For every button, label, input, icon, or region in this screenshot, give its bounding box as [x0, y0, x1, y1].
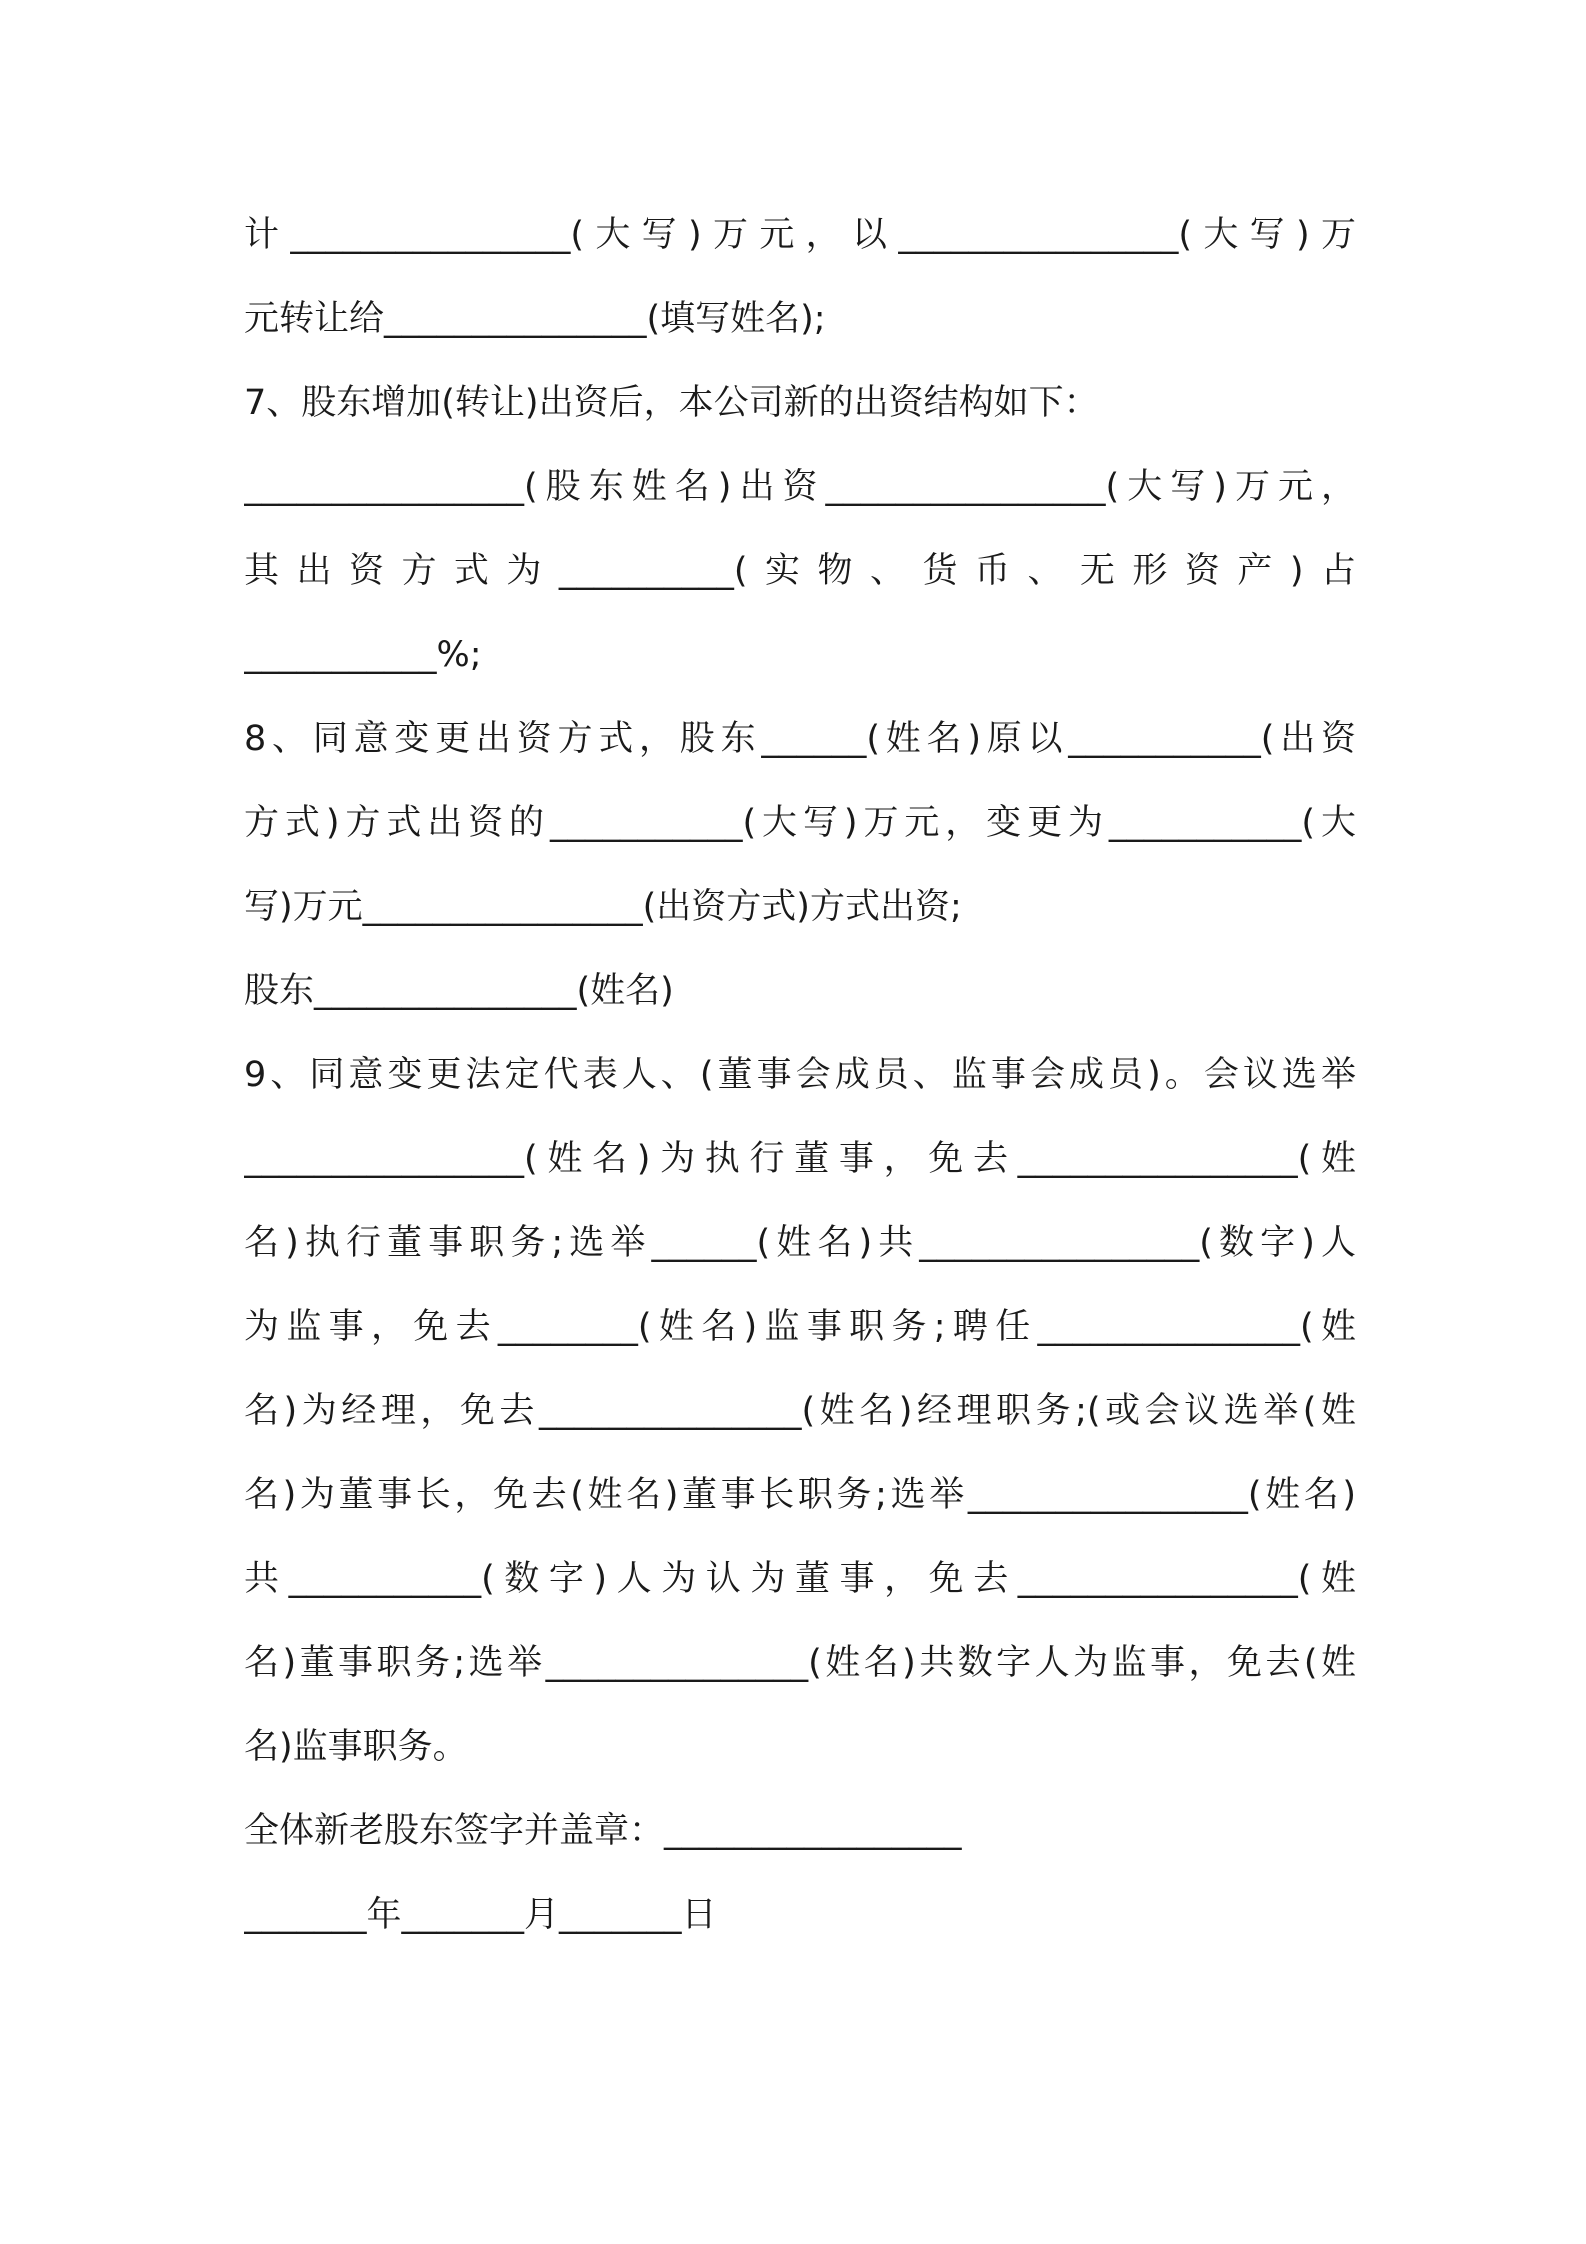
text-line: 名)董事职务;选举_______________(姓名)共数字人为监事，免去(姓	[244, 1643, 1356, 1683]
text-line: 名)为董事长，免去(姓名)董事长职务;选举________________(姓名)	[244, 1475, 1356, 1515]
text-line: 名)执行董事职务;选举______(姓名)共________________(数字)人	[244, 1223, 1356, 1263]
text-line: 为监事，免去________(姓名)监事职务;聘任_______________(姓	[244, 1307, 1356, 1347]
text-line: 7、股东增加(转让)出资后，本公司新的出资结构如下：	[244, 383, 1099, 423]
text-line: ___________%;	[244, 635, 482, 675]
text-line: 方式)方式出资的___________(大写)万元，变更为___________(大	[244, 803, 1356, 843]
text-line: 计________________(大写)万元，以________________(大写)万	[244, 215, 1356, 255]
text-line: ________________(股东姓名)出资________________(大写)万元，	[244, 467, 1356, 507]
text-line: 8、同意变更出资方式，股东______(姓名)原以___________(出资	[244, 719, 1356, 759]
text-line: 名)为经理，免去_______________(姓名)经理职务;(或会议选举(姓	[244, 1391, 1356, 1431]
date-line: _______年_______月_______日	[244, 1895, 717, 1935]
text-line: 股东_______________(姓名)	[244, 971, 674, 1011]
text-line: 共___________(数字)人为认为董事，免去________________(姓	[244, 1559, 1356, 1599]
text-line: 元转让给_______________(填写姓名);	[244, 299, 826, 339]
text-line: 写)万元________________(出资方式)方式出资;	[244, 887, 962, 927]
text-line: ________________(姓名)为执行董事，免去________________(姓	[244, 1139, 1356, 1179]
text-line: 9、同意变更法定代表人、(董事会成员、监事会成员)。会议选举	[244, 1055, 1356, 1095]
text-line: 其出资方式为__________(实物、货币、无形资产)占	[244, 551, 1356, 591]
text-line: 名)监事职务。	[244, 1727, 468, 1767]
signature-line: 全体新老股东签字并盖章：_________________	[244, 1811, 962, 1851]
document-body	[244, 193, 1356, 1957]
